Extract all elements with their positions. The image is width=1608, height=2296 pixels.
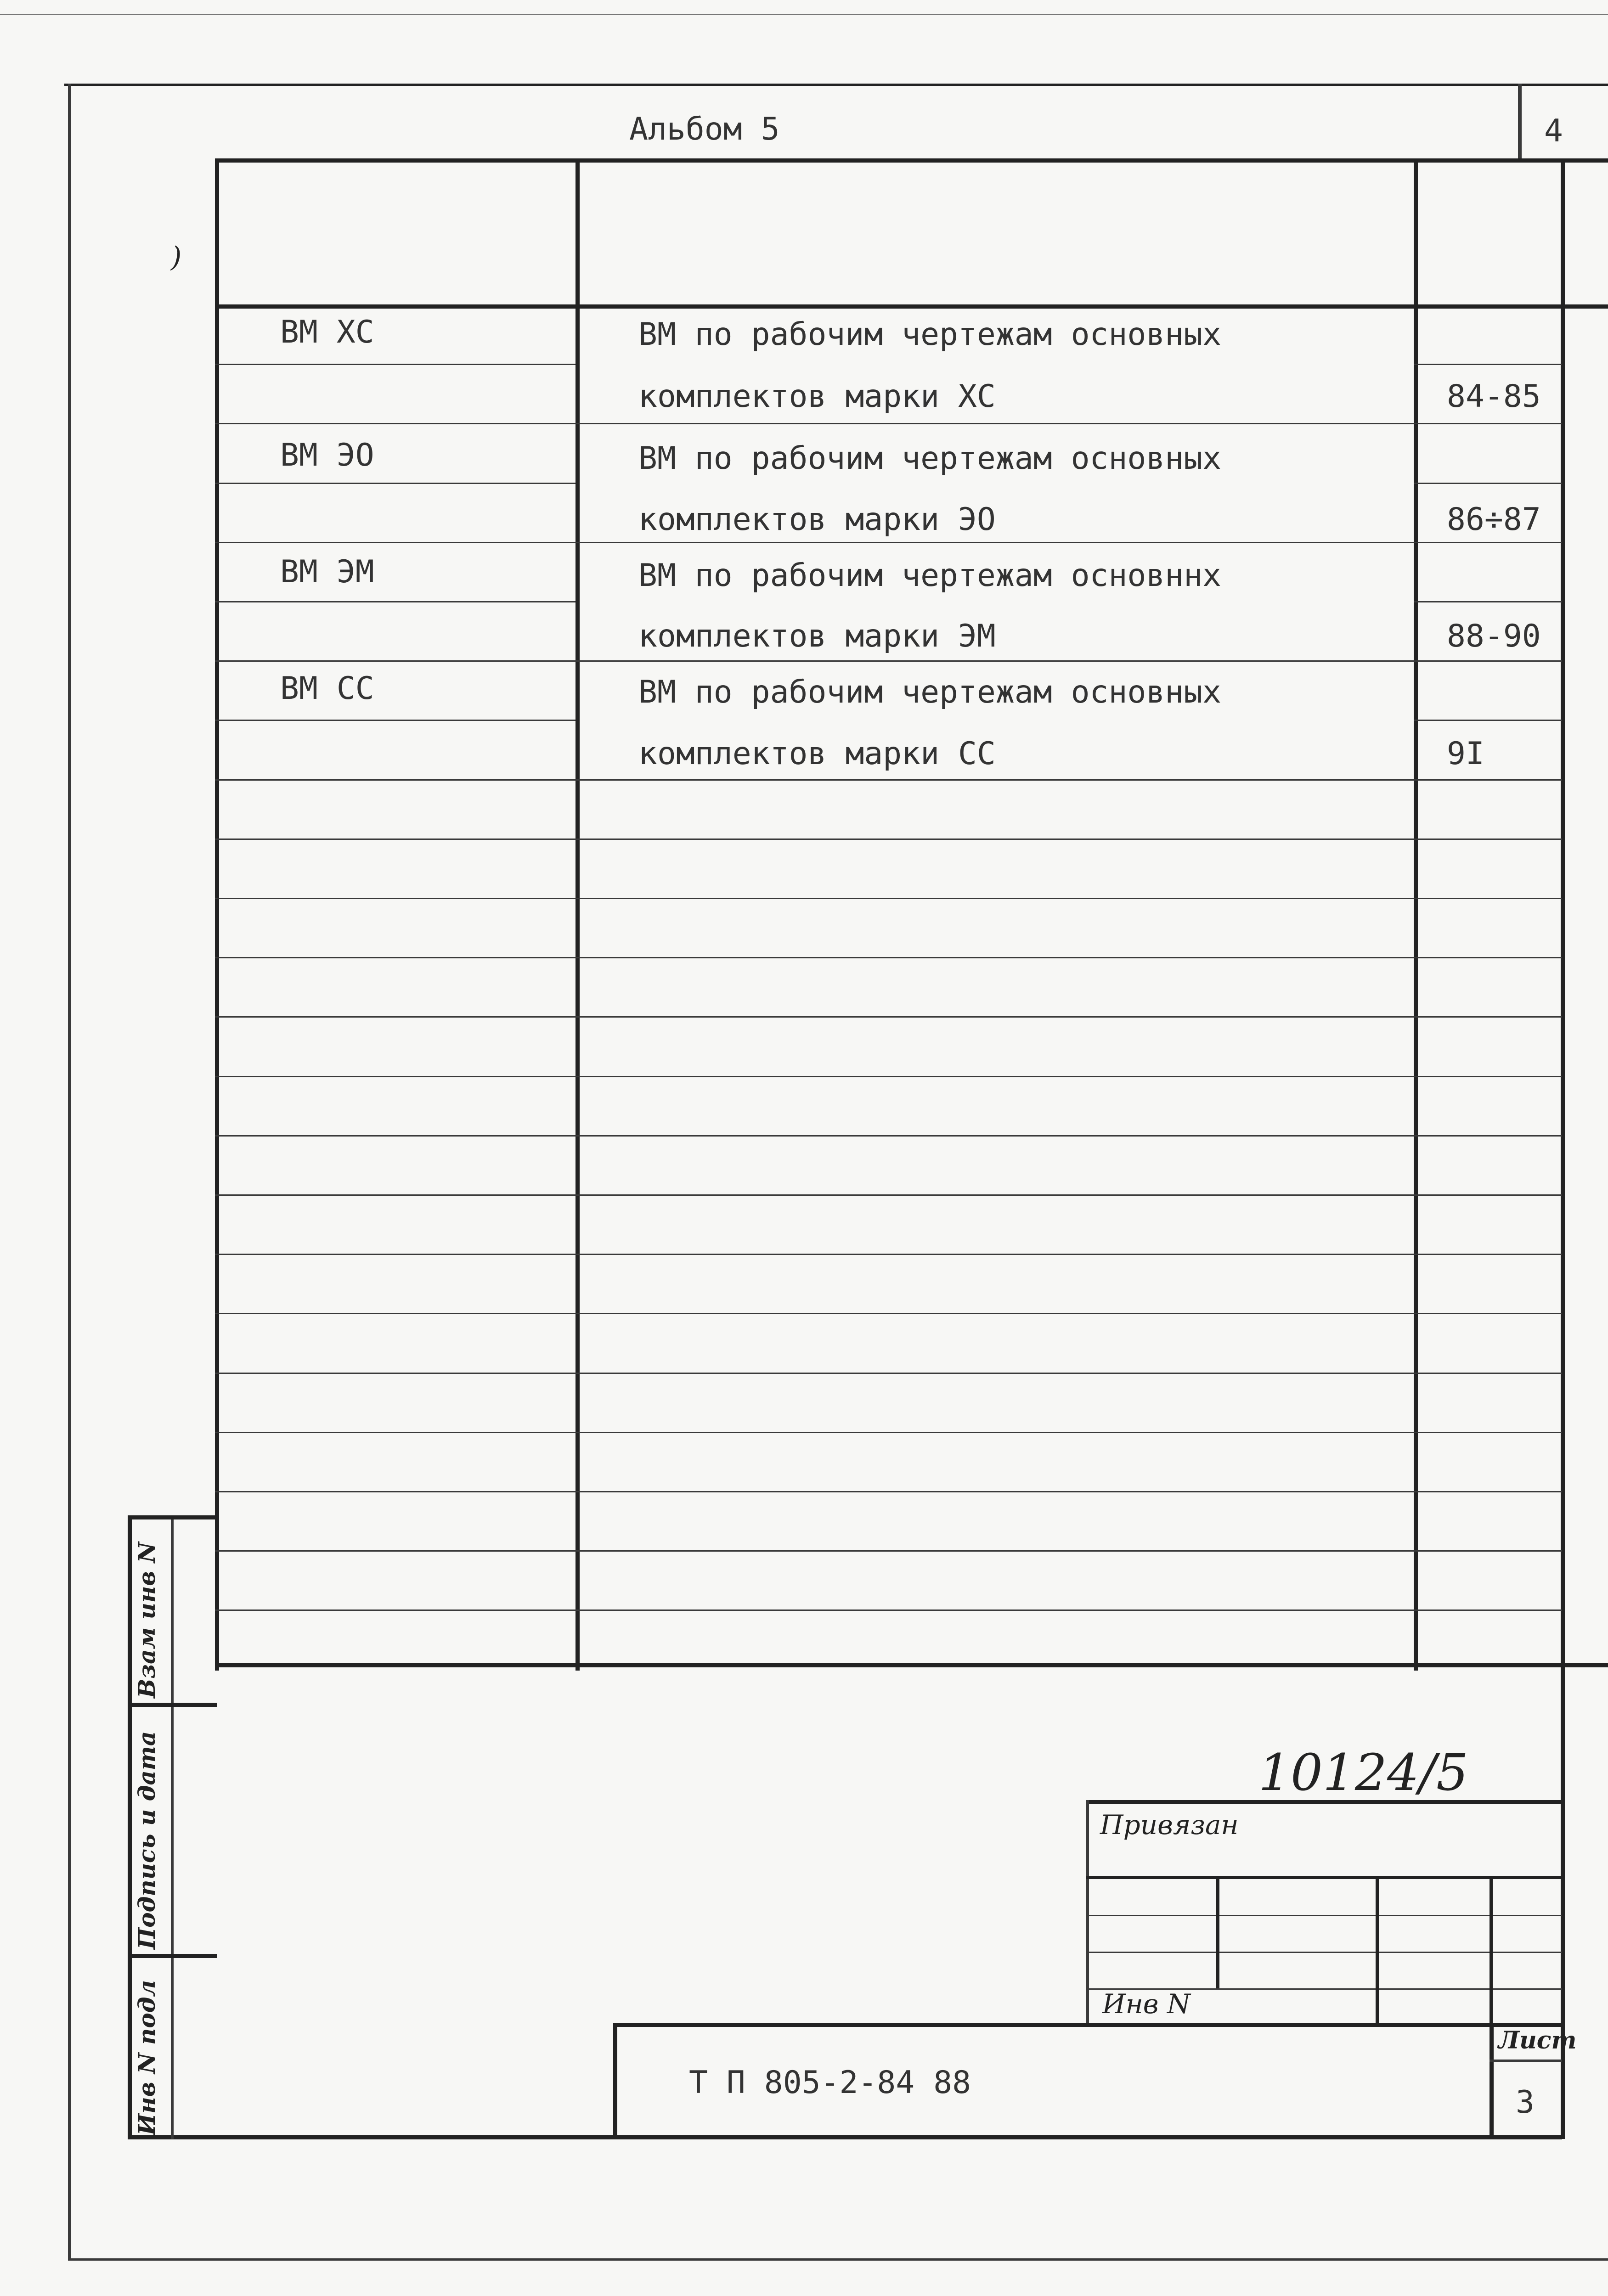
table-row-line	[1414, 720, 1562, 721]
row-title-line1: ВМ по рабочим чертежам основных	[638, 674, 1222, 710]
row-sheets: 9I	[1447, 736, 1484, 772]
row-title-line2: комплектов марки ХС	[638, 378, 996, 415]
table-col-divider-1	[575, 158, 580, 1671]
table-row-line	[215, 1609, 1562, 1611]
list-label: Лист	[1498, 2026, 1577, 2054]
table-row-line	[215, 1550, 1562, 1552]
table-row-line	[215, 1016, 1562, 1018]
row-code: ВМ ХС	[280, 314, 374, 350]
table-row-line	[215, 542, 1562, 543]
row-title-line1: ВМ по рабочим чертежам основннх	[638, 557, 1222, 594]
row-title-line1: ВМ по рабочим чертежам основных	[638, 316, 1222, 353]
row-code: ВМ СС	[280, 670, 374, 707]
table-left-border	[215, 158, 219, 1671]
row-code: ВМ ЭО	[280, 437, 374, 473]
table-row-line	[215, 483, 575, 484]
margin-mark: )	[171, 241, 182, 273]
table-bottom-border	[215, 1663, 1608, 1667]
table-row-line	[215, 720, 575, 721]
privyazan-col	[1490, 1876, 1493, 2025]
page-number-box-left	[1518, 84, 1522, 161]
table-row-line	[215, 1432, 1562, 1433]
privyazan-col	[1216, 1876, 1219, 1988]
row-title-line2: комплектов марки ЭО	[638, 501, 996, 538]
row-code: ВМ ЭМ	[280, 554, 374, 590]
titleblock-bottom	[128, 2135, 1562, 2139]
outer-frame-bottom	[68, 2258, 1608, 2261]
table-row-line	[215, 957, 1562, 958]
privyazan-col	[1376, 1876, 1379, 2025]
table-top-border	[215, 158, 1608, 163]
table-row-line	[215, 1313, 1562, 1314]
page-number: 4	[1544, 113, 1563, 149]
table-col-divider-2	[1414, 158, 1418, 1671]
side-strip-mid	[171, 1515, 174, 2139]
table-row-line	[215, 1135, 1562, 1137]
handwritten-number: 10124/5	[1258, 1743, 1468, 1802]
table-row-line	[215, 601, 575, 602]
privyazan-left	[1086, 1800, 1089, 2025]
side-label-podpis: Подпись и дата	[133, 1731, 160, 1949]
side-strip-divider-1	[128, 1703, 217, 1707]
list-box-divider	[1490, 2060, 1562, 2062]
table-row-line	[215, 1076, 1562, 1077]
table-row-line	[215, 1254, 1562, 1255]
inv-label: Инв N	[1102, 1988, 1190, 2020]
titleblock-right	[1561, 1663, 1565, 2139]
list-number: 3	[1516, 2084, 1535, 2121]
row-title-line2: комплектов марки ЭМ	[638, 618, 996, 654]
table-row-line	[215, 364, 575, 365]
table-row-line	[215, 838, 1562, 840]
album-title: Альбом 5	[629, 111, 780, 147]
row-sheets: 84-85	[1447, 378, 1541, 415]
table-right-border	[1561, 158, 1565, 1671]
table-row-line	[215, 1194, 1562, 1196]
table-row-line	[215, 423, 1562, 424]
outer-frame-left	[68, 84, 71, 2260]
table-row-line	[215, 779, 1562, 781]
row-title-line1: ВМ по рабочим чертежам основных	[638, 440, 1222, 477]
row-title-line2: комплектов марки СС	[638, 736, 996, 772]
outer-frame-top	[64, 84, 1608, 86]
row-sheets: 86÷87	[1447, 501, 1541, 538]
table-row-line	[1414, 483, 1562, 484]
doc-code: Т П 805-2-84 88	[689, 2065, 971, 2101]
row-sheets: 88-90	[1447, 618, 1541, 654]
table-row-line	[1414, 364, 1562, 365]
privyazan-top	[1086, 1800, 1562, 1804]
table-row-line	[215, 1373, 1562, 1374]
table-row-line	[215, 1491, 1562, 1492]
top-scan-edge	[0, 14, 1608, 15]
side-strip-left	[128, 1515, 132, 2139]
doc-block-top	[613, 2023, 1562, 2027]
privyazan-label: Привязан	[1100, 1809, 1239, 1840]
table-row-line	[215, 660, 1562, 662]
side-strip-top	[128, 1515, 217, 1519]
side-strip-divider-2	[128, 1954, 217, 1958]
table-header-divider	[215, 304, 1608, 309]
list-box-left	[1490, 2023, 1494, 2139]
side-label-vzam: Взам инв N	[133, 1542, 160, 1698]
doc-block-left	[613, 2023, 617, 2139]
table-row-line	[1414, 601, 1562, 602]
side-label-inv-podl: Инв N подл	[133, 1980, 160, 2135]
table-row-line	[215, 898, 1562, 899]
